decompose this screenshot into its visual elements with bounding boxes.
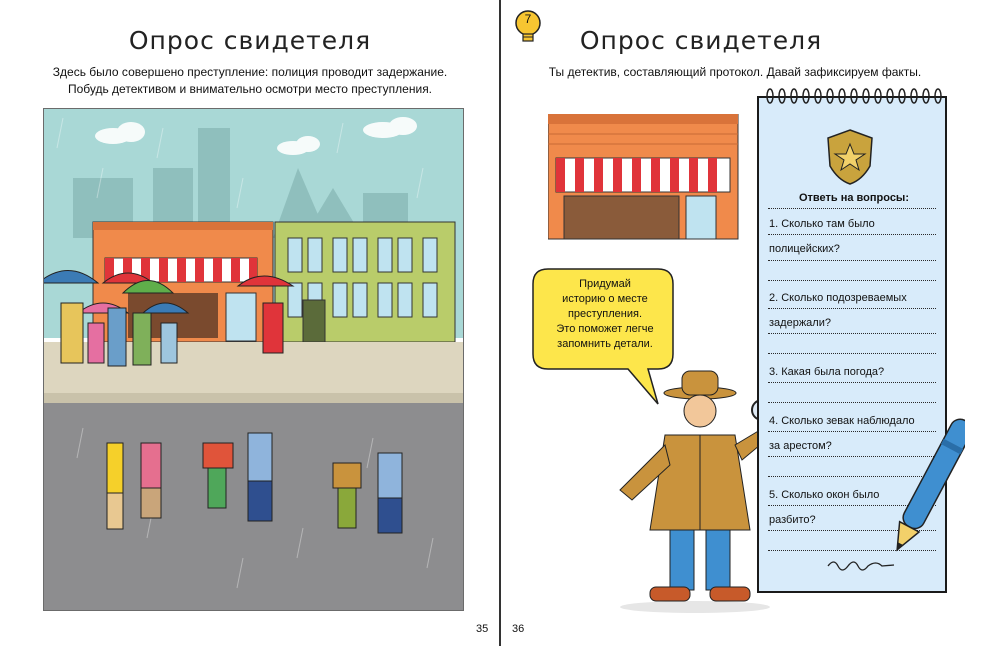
- question-4: 4. Сколько зевак наблюдало: [769, 415, 915, 427]
- crime-scene-illustration: [43, 108, 464, 611]
- question-3: 3. Какая была погода?: [769, 366, 885, 378]
- dotted-line: [768, 208, 936, 209]
- dotted-line: [768, 353, 936, 354]
- dotted-line: [768, 402, 936, 403]
- pen-icon: [895, 408, 965, 568]
- bubble-line: преступления.: [567, 308, 643, 320]
- bubble-line: запомнить детали.: [557, 338, 653, 350]
- dotted-line: [768, 260, 936, 261]
- question-5: 5. Сколько окон было: [769, 489, 880, 501]
- intro-text: Ты детектив, составляющий протокол. Давай зафиксируем факты.: [548, 65, 922, 79]
- speech-bubble-text: [540, 277, 670, 352]
- page-title: Опрос свидетеля: [128, 26, 372, 55]
- question-1-cont: полицейских?: [769, 243, 840, 255]
- page-number: 35: [476, 623, 489, 635]
- question-1: 1. Сколько там было: [769, 218, 875, 230]
- question-2-cont: задержали?: [769, 317, 831, 329]
- dotted-line: [768, 333, 936, 334]
- bubble-line: Придумай: [579, 278, 631, 290]
- police-badge-icon: [822, 128, 878, 186]
- page-title: Опрос свидетеля: [579, 26, 823, 55]
- dotted-line: [768, 308, 936, 309]
- question-2: 2. Сколько подозреваемых: [769, 292, 907, 304]
- scribble-icon: [826, 556, 896, 574]
- bubble-line: историю о месте: [562, 293, 648, 305]
- bubble-line: Это поможет легче: [556, 323, 654, 335]
- dotted-line: [768, 280, 936, 281]
- questions-heading: Ответь на вопросы:: [798, 192, 909, 204]
- question-4-cont: за арестом?: [769, 440, 832, 452]
- dotted-line: [768, 382, 936, 383]
- notepad-rings: [760, 88, 946, 104]
- detective-illustration: [610, 365, 780, 615]
- task-number-badge: 7: [524, 12, 532, 26]
- intro-line-1: Здесь было совершено преступление: полиция проводит задержание.: [52, 65, 448, 79]
- storefront-illustration: [548, 114, 743, 244]
- dotted-line: [768, 234, 936, 235]
- question-5-cont: разбито?: [769, 514, 816, 526]
- page-number: 36: [512, 623, 525, 635]
- intro-line-2: Побудь детективом и внимательно осмотри место преступления.: [67, 82, 433, 96]
